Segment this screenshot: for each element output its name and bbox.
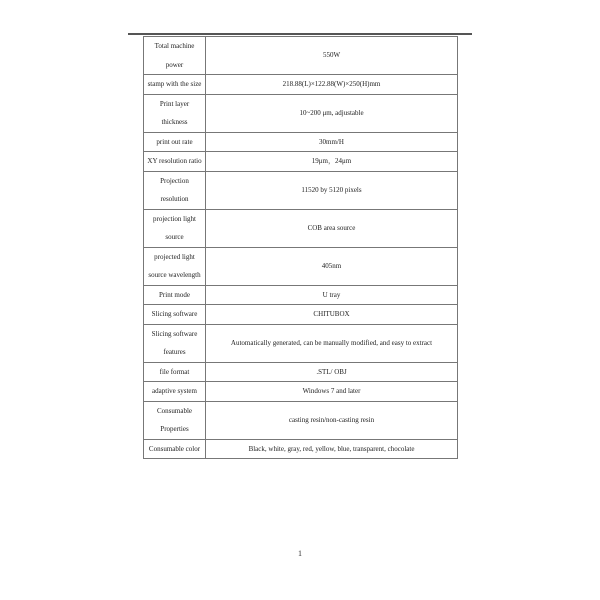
row-value: 11520 by 5120 pixels: [206, 171, 458, 209]
row-value: casting resin/non-casting resin: [206, 401, 458, 439]
page-number: 1: [298, 549, 302, 558]
row-value: Black, white, gray, red, yellow, blue, transparent, chocolate: [206, 439, 458, 459]
table-row: [144, 439, 458, 459]
table-row: [144, 94, 458, 132]
table-row: [144, 382, 458, 402]
row-label: adaptive system: [144, 382, 206, 402]
table-row: [144, 285, 458, 305]
row-value: 19μm，24μm: [206, 152, 458, 172]
table-row: [144, 401, 458, 439]
row-label: stamp with the size: [144, 75, 206, 95]
row-label: print out rate: [144, 132, 206, 152]
row-value: 218.88(L)×122.88(W)×250(H)mm: [206, 75, 458, 95]
table-row: [144, 75, 458, 95]
row-label: projected light source wavelength: [144, 247, 206, 285]
row-value: 550W: [206, 37, 458, 75]
row-label: Projection resolution: [144, 171, 206, 209]
row-label: Print mode: [144, 285, 206, 305]
table-row: [144, 37, 458, 75]
row-label: Print layer thickness: [144, 94, 206, 132]
row-value: Automatically generated, can be manually modified, and easy to extract: [206, 324, 458, 362]
row-value: U tray: [206, 285, 458, 305]
table-row: [144, 209, 458, 247]
row-label: Consumable color: [144, 439, 206, 459]
header-rule: [128, 33, 472, 35]
row-label: Slicing software features: [144, 324, 206, 362]
row-label: XY resolution ratio: [144, 152, 206, 172]
row-label: Slicing software: [144, 305, 206, 325]
row-value: .STL/ OBJ: [206, 362, 458, 382]
row-label: file format: [144, 362, 206, 382]
row-value: Windows 7 and later: [206, 382, 458, 402]
row-value: 405nm: [206, 247, 458, 285]
row-label: Consumable Properties: [144, 401, 206, 439]
row-value: CHITUBOX: [206, 305, 458, 325]
row-value: 30mm/H: [206, 132, 458, 152]
row-label: Total machine power: [144, 37, 206, 75]
table-row: [144, 152, 458, 172]
row-value: COB area source: [206, 209, 458, 247]
table-row: [144, 132, 458, 152]
row-label: projection light source: [144, 209, 206, 247]
table-row: [144, 247, 458, 285]
row-value: 10~200 μm, adjustable: [206, 94, 458, 132]
table-row: [144, 305, 458, 325]
table-row: [144, 362, 458, 382]
table-row: [144, 324, 458, 362]
specification-table: [143, 36, 458, 459]
table-row: [144, 171, 458, 209]
